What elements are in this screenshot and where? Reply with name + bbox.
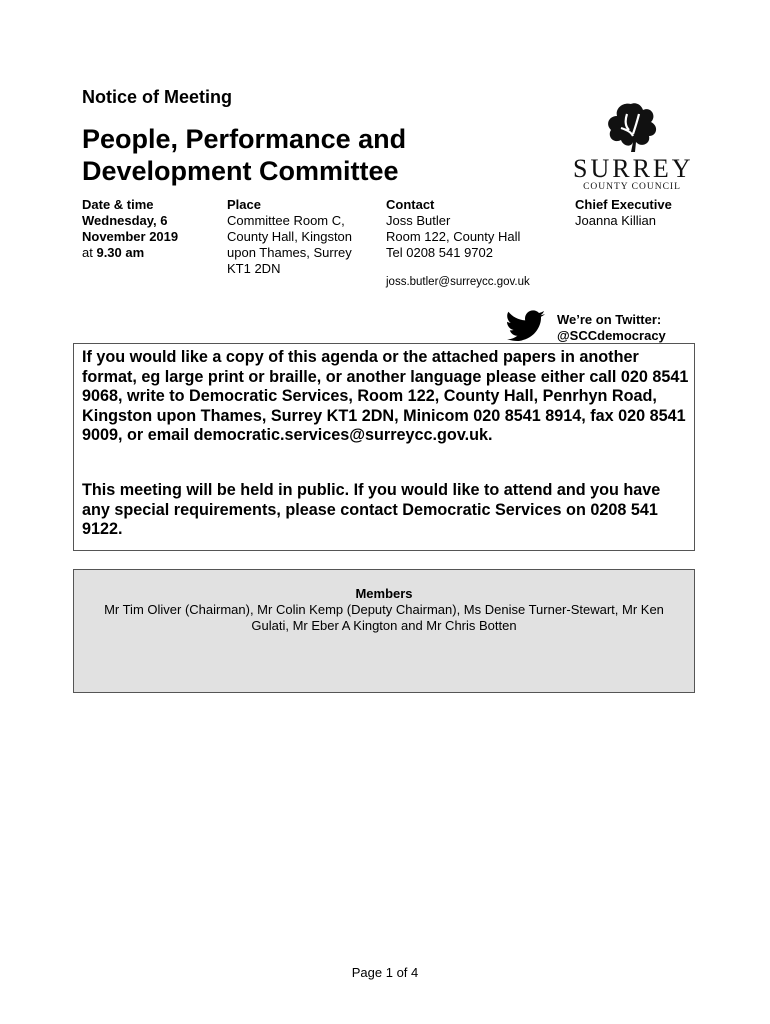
date-heading: Date & time [82, 197, 154, 212]
committee-title: People, Performance and Development Committee [82, 124, 407, 186]
logo-subtitle: COUNTY COUNCIL [583, 182, 681, 192]
date-line-2: November 2019 [82, 229, 179, 244]
page-number: Page 1 of 4 [351, 965, 419, 980]
chief-name: Joanna Killian [575, 213, 656, 228]
date-time-block [82, 197, 212, 261]
oak-leaf-logo-icon [601, 100, 663, 154]
notice-heading: Notice of Meeting [82, 87, 233, 107]
place-line: County Hall, Kingston [227, 229, 353, 244]
surrey-logo [573, 100, 693, 190]
place-block [227, 197, 372, 277]
place-line: upon Thames, Surrey [227, 245, 352, 260]
members-heading: Members [355, 586, 413, 601]
twitter-handle[interactable]: @SCCdemocracy [557, 328, 666, 343]
twitter-bird-icon [507, 310, 547, 342]
meeting-time: 9.30 am [96, 245, 145, 260]
place-heading: Place [227, 197, 261, 212]
place-line: Committee Room C, [227, 213, 345, 228]
contact-line: Joss Butler [386, 213, 451, 228]
contact-line: Room 122, County Hall [386, 229, 521, 244]
contact-line: Tel 0208 541 9702 [386, 245, 493, 260]
contact-heading: Contact [386, 197, 435, 212]
date-line-3 [82, 245, 212, 261]
contact-block [386, 197, 561, 261]
time-prefix: at [82, 245, 97, 260]
date-line-1: Wednesday, 6 [82, 213, 168, 228]
alternative-format-paragraph: If you would like a copy of this agenda or the attached papers in another format, eg large print or braille, or another language please either call 020 8541 9068, write to Democratic Services, Room 122, County Hall, Penrhyn Road, Kingston upon Thames, Surrey KT1 2DN, Minicom 020 8541 8914, fax 020 8541 9009, or email democratic.services@surreycc.gov.uk. [82, 348, 689, 445]
members-box [73, 569, 695, 693]
twitter-handle-block [557, 312, 666, 344]
twitter-link[interactable] [507, 310, 547, 342]
members-list: Mr Tim Oliver (Chairman), Mr Colin Kemp (Deputy Chairman), Ms Denise Turner-Stewart, Mr Ken Gulati, Mr Eber A Kington and Mr Chris Botten [104, 602, 664, 633]
chief-executive-block [575, 197, 705, 229]
contact-email-link[interactable]: joss.butler@surreycc.gov.uk [386, 276, 530, 288]
public-meeting-paragraph: This meeting will be held in public. If you would like to attend and you have any special requirements, please contact Democratic Services on 0208 541 9122. [82, 481, 661, 539]
logo-wordmark: SURREY [573, 154, 694, 183]
place-line: KT1 2DN [227, 261, 281, 276]
accessibility-info-box [73, 343, 695, 551]
chief-heading: Chief Executive [575, 197, 672, 212]
twitter-label: We’re on Twitter: [557, 312, 662, 327]
